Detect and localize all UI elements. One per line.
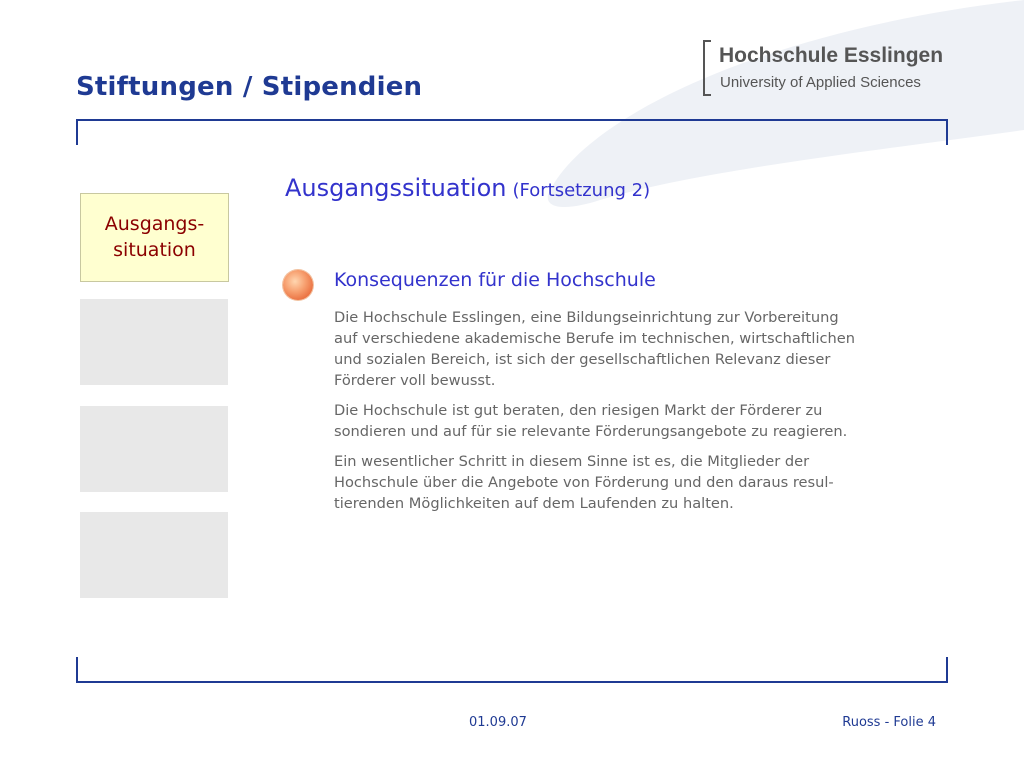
- bullet-circle-icon: [283, 270, 313, 300]
- nav-item-ausgangssituation[interactable]: [80, 193, 229, 282]
- paragraph-1: Die Hochschule Esslingen, eine Bildungseinrichtung zur Vorbereitung auf verschiedene akademische Berufe im technischen, wirtschaftlichen und sozialen Bereich, ist sich der gesellschaftlichen Relevanz dieser Förderer voll bewusst.: [334, 309, 855, 389]
- nav-item-2[interactable]: [80, 299, 228, 385]
- footer-date: 01.09.07: [469, 715, 527, 730]
- paragraph-2: Die Hochschule ist gut beraten, den riesigen Markt der Förderer zu sondieren und auf für sie relevante Förderungsangebote zu reagieren.: [334, 402, 848, 440]
- page-title: Stiftungen / Stipendien: [76, 72, 423, 102]
- university-logo: [703, 40, 963, 100]
- section-heading: [285, 174, 650, 202]
- section-heading-suffix: (Fortsetzung 2): [512, 180, 651, 201]
- section-heading-main: Ausgangssituation: [285, 174, 507, 202]
- nav-item-4[interactable]: [80, 512, 228, 598]
- nav-item-3[interactable]: [80, 406, 228, 492]
- logo-bracket: [703, 40, 711, 96]
- nav-item-label: Ausgangs- situation: [104, 213, 205, 261]
- logo-subtitle: University of Applied Sciences: [720, 74, 921, 91]
- footer-slide-info: Ruoss - Folie 4: [842, 715, 936, 730]
- frame-top-bracket: [76, 119, 948, 145]
- subheading: Konsequenzen für die Hochschule: [334, 269, 656, 291]
- logo-name: Hochschule Esslingen: [719, 44, 944, 67]
- paragraph-3: Ein wesentlicher Schritt in diesem Sinne ist es, die Mitglieder der Hochschule über die Angebote von Förderung und den daraus resul- tierenden Möglichkeiten auf dem Laufenden zu halten.: [334, 453, 834, 512]
- body-text: [334, 307, 946, 523]
- frame-bottom-bracket: [76, 657, 948, 683]
